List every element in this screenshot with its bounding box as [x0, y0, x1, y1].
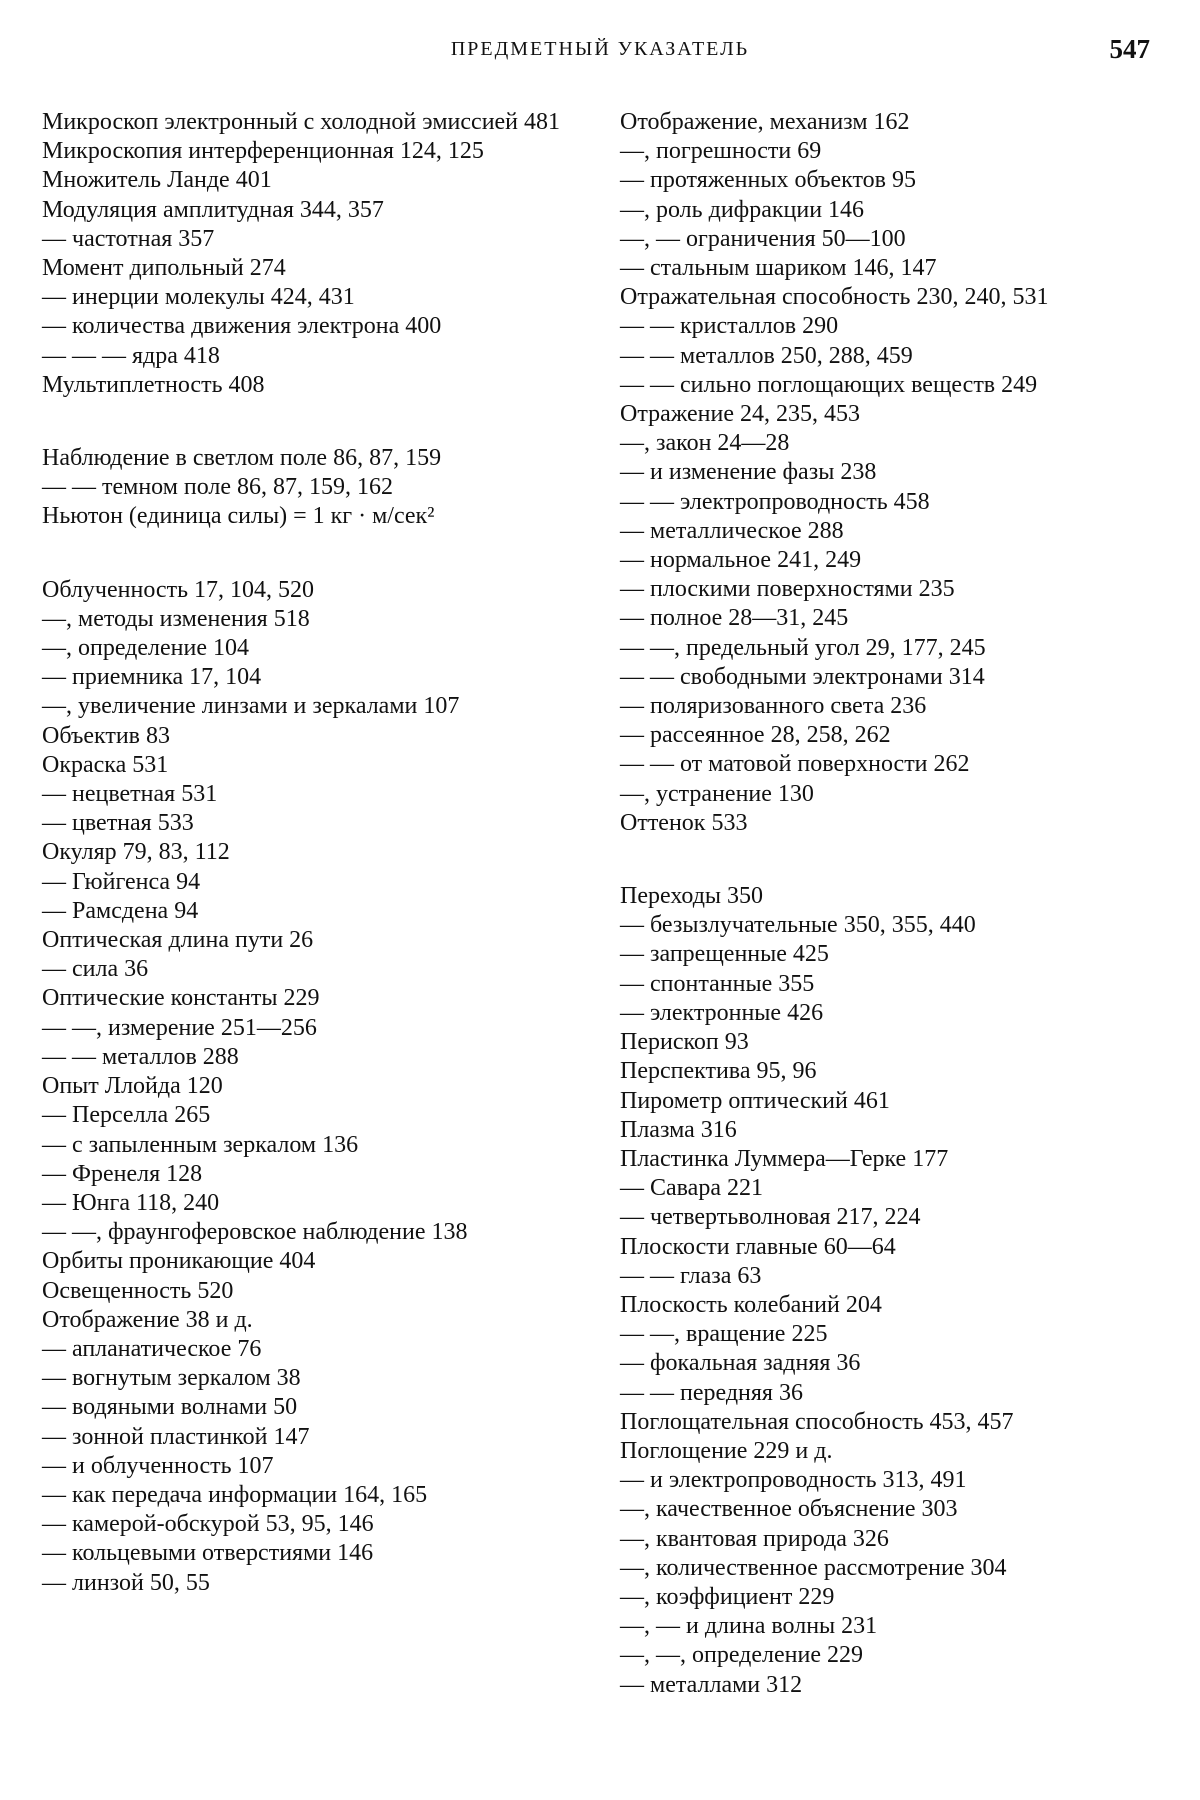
index-entry: — апланатическое 76 [42, 1335, 574, 1364]
page-number: 547 [1110, 34, 1151, 65]
index-entry: Плоскость колебаний 204 [620, 1291, 1160, 1320]
index-entry: — —, предельный угол 29, 177, 245 [620, 634, 1160, 663]
right-index-column [620, 108, 1160, 1700]
index-entry: — и электропроводность 313, 491 [620, 1466, 1160, 1495]
section-gap [620, 838, 1160, 882]
index-entry: Оптические константы 229 [42, 984, 574, 1013]
index-entry: —, роль дифракции 146 [620, 196, 1160, 225]
index-entry: Поглощательная способность 453, 457 [620, 1408, 1160, 1437]
index-entry: Опыт Ллойда 120 [42, 1072, 574, 1101]
index-entry: Отображение 38 и д. [42, 1306, 574, 1335]
index-entry: — спонтанные 355 [620, 970, 1160, 999]
index-entry: Микроскопия интерференционная 124, 125 [42, 137, 574, 166]
index-entry: — — от матовой поверхности 262 [620, 750, 1160, 779]
index-entry: — протяженных объектов 95 [620, 166, 1160, 195]
index-entry: — сила 36 [42, 955, 574, 984]
index-entry: — металлическое 288 [620, 517, 1160, 546]
index-entry: — камерой-обскурой 53, 95, 146 [42, 1510, 574, 1539]
index-entry: Переходы 350 [620, 882, 1160, 911]
index-entry: — Рамсдена 94 [42, 897, 574, 926]
index-entry: — полное 28—31, 245 [620, 604, 1160, 633]
left-index-column [42, 108, 574, 1598]
index-entry: — — передняя 36 [620, 1379, 1160, 1408]
index-entry: — цветная 533 [42, 809, 574, 838]
index-entry: — рассеянное 28, 258, 262 [620, 721, 1160, 750]
index-entry: Поглощение 229 и д. [620, 1437, 1160, 1466]
index-entry: Пирометр оптический 461 [620, 1087, 1160, 1116]
index-entry: — инерции молекулы 424, 431 [42, 283, 574, 312]
index-entry: — — кристаллов 290 [620, 312, 1160, 341]
index-entry: Объектив 83 [42, 722, 574, 751]
index-entry: — —, вращение 225 [620, 1320, 1160, 1349]
index-entry: Момент дипольный 274 [42, 254, 574, 283]
index-entry: Ньютон (единица силы) = 1 кг · м/сек² [42, 502, 574, 531]
index-entry: —, квантовая природа 326 [620, 1525, 1160, 1554]
index-entry: — Юнга 118, 240 [42, 1189, 574, 1218]
index-entry: — —, измерение 251—256 [42, 1014, 574, 1043]
index-entry: Освещенность 520 [42, 1277, 574, 1306]
section-gap [42, 400, 574, 444]
index-entry: — плоскими поверхностями 235 [620, 575, 1160, 604]
index-entry: —, устранение 130 [620, 780, 1160, 809]
index-entry: Окраска 531 [42, 751, 574, 780]
index-entry: — — металлов 250, 288, 459 [620, 342, 1160, 371]
index-entry: — —, фраунгоферовское наблюдение 138 [42, 1218, 574, 1247]
page-header [0, 38, 1200, 72]
index-entry: — кольцевыми отверстиями 146 [42, 1539, 574, 1568]
section-gap [42, 532, 574, 576]
index-entry: —, погрешности 69 [620, 137, 1160, 166]
index-entry: —, методы изменения 518 [42, 605, 574, 634]
index-entry: — как передача информации 164, 165 [42, 1481, 574, 1510]
index-entry: — Френеля 128 [42, 1160, 574, 1189]
index-entry: — — — ядра 418 [42, 342, 574, 371]
index-entry: Отражение 24, 235, 453 [620, 400, 1160, 429]
index-entry: — нормальное 241, 249 [620, 546, 1160, 575]
index-entry: Отображение, механизм 162 [620, 108, 1160, 137]
index-entry: Оптическая длина пути 26 [42, 926, 574, 955]
index-entry: — Перселла 265 [42, 1101, 574, 1130]
index-entry: Окуляр 79, 83, 112 [42, 838, 574, 867]
index-entry: Перспектива 95, 96 [620, 1057, 1160, 1086]
index-entry: — и изменение фазы 238 [620, 458, 1160, 487]
index-entry: — стальным шариком 146, 147 [620, 254, 1160, 283]
index-entry: —, —, определение 229 [620, 1641, 1160, 1670]
index-entry: Отражательная способность 230, 240, 531 [620, 283, 1160, 312]
index-entry: — — темном поле 86, 87, 159, 162 [42, 473, 574, 502]
index-entry: — с запыленным зеркалом 136 [42, 1131, 574, 1160]
index-entry: — безызлучательные 350, 355, 440 [620, 911, 1160, 940]
index-entry: — Гюйгенса 94 [42, 868, 574, 897]
index-entry: — нецветная 531 [42, 780, 574, 809]
index-entry: — поляризованного света 236 [620, 692, 1160, 721]
index-entry: — линзой 50, 55 [42, 1569, 574, 1598]
index-entry: —, — ограничения 50—100 [620, 225, 1160, 254]
index-entry: — количества движения электрона 400 [42, 312, 574, 341]
index-entry: —, увеличение линзами и зеркалами 107 [42, 692, 574, 721]
index-entry: Пластинка Луммера—Герке 177 [620, 1145, 1160, 1174]
index-entry: — зонной пластинкой 147 [42, 1423, 574, 1452]
index-entry: — — глаза 63 [620, 1262, 1160, 1291]
index-page [0, 0, 1200, 1800]
index-entry: Плазма 316 [620, 1116, 1160, 1145]
running-title: ПРЕДМЕТНЫЙ УКАЗАТЕЛЬ [0, 38, 1200, 61]
index-entry: — электронные 426 [620, 999, 1160, 1028]
index-entry: Модуляция амплитудная 344, 357 [42, 196, 574, 225]
index-entry: Микроскоп электронный с холодной эмиссией 481 [42, 108, 574, 137]
index-entry: —, определение 104 [42, 634, 574, 663]
index-entry: — четвертьволновая 217, 224 [620, 1203, 1160, 1232]
index-entry: Множитель Ланде 401 [42, 166, 574, 195]
index-entry: — водяными волнами 50 [42, 1393, 574, 1422]
index-entry: —, качественное объяснение 303 [620, 1495, 1160, 1524]
index-entry: — металлами 312 [620, 1671, 1160, 1700]
index-entry: — фокальная задняя 36 [620, 1349, 1160, 1378]
index-entry: Оттенок 533 [620, 809, 1160, 838]
index-entry: — и облученность 107 [42, 1452, 574, 1481]
index-entry: — вогнутым зеркалом 38 [42, 1364, 574, 1393]
index-entry: — — сильно поглощающих веществ 249 [620, 371, 1160, 400]
index-entry: —, закон 24—28 [620, 429, 1160, 458]
index-entry: Перископ 93 [620, 1028, 1160, 1057]
index-entry: Наблюдение в светлом поле 86, 87, 159 [42, 444, 574, 473]
index-entry: — приемника 17, 104 [42, 663, 574, 692]
index-entry: —, коэффициент 229 [620, 1583, 1160, 1612]
index-entry: — Савара 221 [620, 1174, 1160, 1203]
index-entry: — — свободными электронами 314 [620, 663, 1160, 692]
index-entry: Плоскости главные 60—64 [620, 1233, 1160, 1262]
index-entry: — запрещенные 425 [620, 940, 1160, 969]
index-entry: — — электропроводность 458 [620, 488, 1160, 517]
index-entry: Мультиплетность 408 [42, 371, 574, 400]
index-entry: —, — и длина волны 231 [620, 1612, 1160, 1641]
index-entry: Облученность 17, 104, 520 [42, 576, 574, 605]
index-entry: Орбиты проникающие 404 [42, 1247, 574, 1276]
index-entry: —, количественное рассмотрение 304 [620, 1554, 1160, 1583]
index-entry: — — металлов 288 [42, 1043, 574, 1072]
index-entry: — частотная 357 [42, 225, 574, 254]
